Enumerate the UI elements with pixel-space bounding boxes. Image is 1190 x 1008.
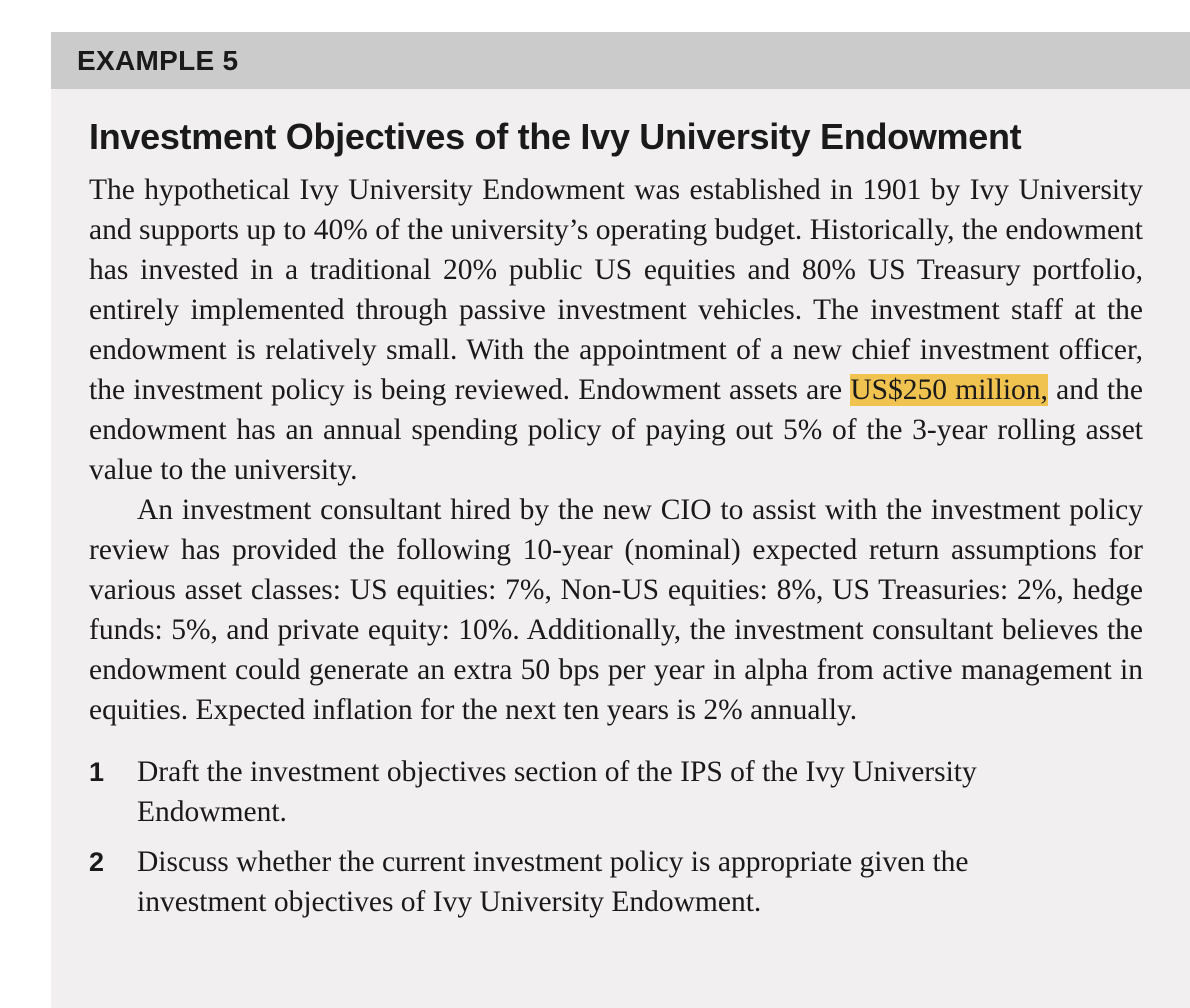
paragraph-intro-text-end: and the endowment has an annual spending policy of paying out 5% of the 3-year rolling asset value to the university. [89,374,1143,486]
example-title: Investment Objectives of the Ivy University Endowment [89,116,1022,157]
paragraph-intro [89,170,1143,490]
question-text: Discuss whether the current investment policy is appropriate given the investment objectives of Ivy University Endowment. [137,846,969,918]
question-item [89,842,1143,922]
question-text: Draft the investment objectives section of the IPS of the Ivy University Endowment. [137,756,977,828]
example-content [89,112,1143,932]
paragraph-consultant: An investment consultant hired by the new CIO to assist with the investment policy review has provided the following 10-year (nominal) expected return assumptions for various asset classes: US equities: 7%, Non-US equities: 8%, US Treasuries: 2%, hedge funds: 5%, and private equity: 10%. Additionally, the investment consultant believes the endowment could generate an extra 50 bps per year in alpha from active management in equities. Expected inflation for the next ten years is 2% annually. [89,494,1143,726]
question-number: 2 [89,847,105,877]
example-header [51,32,1190,89]
highlighted-assets-amount[interactable]: US$250 million, [850,374,1048,406]
question-list [89,752,1143,922]
question-number: 1 [89,757,105,787]
example-label: EXAMPLE 5 [77,44,239,76]
question-item [89,752,1143,832]
example-box [51,32,1190,1008]
paragraph-intro-text-start: The hypothetical Ivy University Endowment was established in 1901 by Ivy University and supports up to 40% of the university’s operating budget. Historically, the endowment has invested in a traditional 20% public US equities and 80% US Treasury portfolio, entirely implemented through passive investment vehicles. The investment staff at the endowment is relatively small. With the appointment of a new chief investment officer, the investment policy is being reviewed. Endowment assets are [89,174,1143,406]
